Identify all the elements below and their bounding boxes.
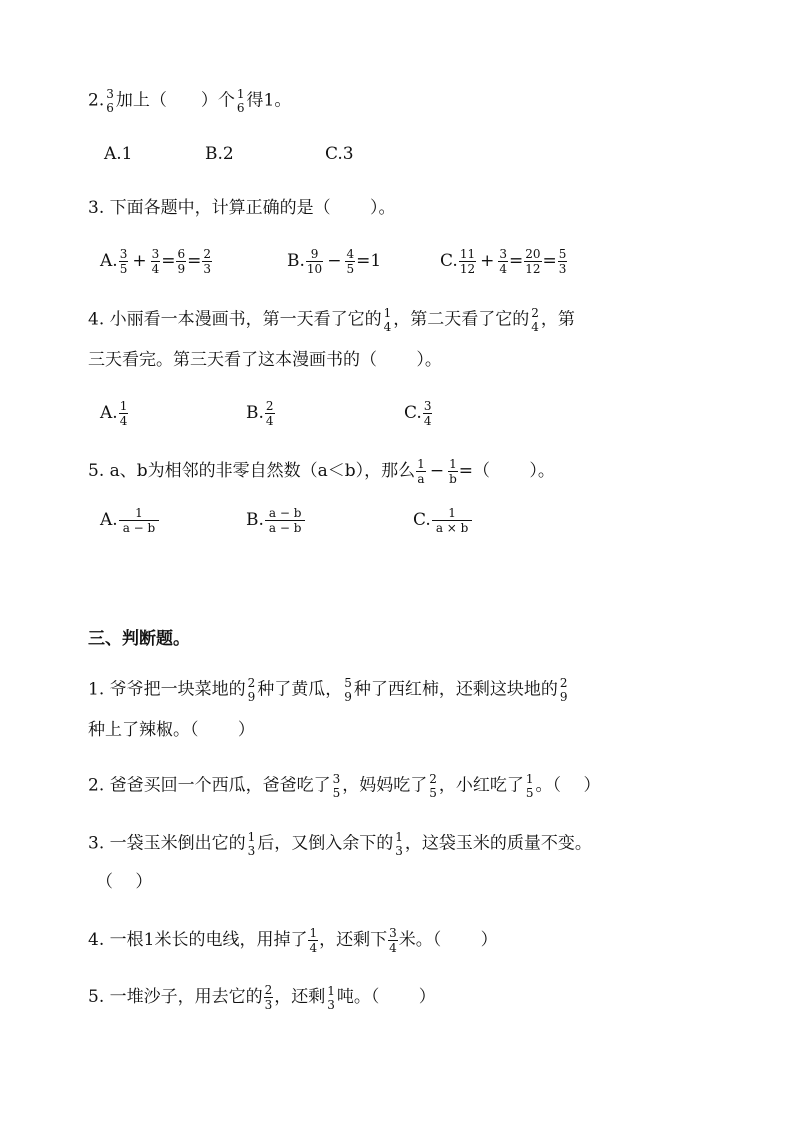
judgement-1: 1. 爷爷把一块菜地的 2 9 种了黄瓜， 5 9 种了西红柿，还剩这块地的 2 9 xyxy=(88,676,568,704)
option-c[interactable]: C.3 xyxy=(325,144,354,164)
option-a[interactable]: A. $\frac{3}{5}$ + $\frac{3}{4}$ = $\frac{6}{9}$ = $\frac{2}{3}$ xyxy=(100,247,211,276)
question-4-line-2: 三天看完。第三天看了这本漫画书的（ ）。 xyxy=(88,350,442,370)
option-b[interactable]: B. $\frac{9}{10}$ − $\frac{4}{5}$ =1 xyxy=(287,247,382,276)
question-5: 5. a、b为相邻的非零自然数（a＜b），那么 $\frac{1}{a}$ − $\frac{1}{b}$ =（ ）。 xyxy=(88,457,555,486)
judgement-1-line-2: 种上了辣椒。（ ） xyxy=(88,720,255,740)
option-a[interactable]: A. $\frac{1}{4}$ xyxy=(100,399,128,428)
judgement-3-line-2: （ ） xyxy=(96,872,153,892)
option-a[interactable]: A. $\frac{1}{a - b}$ xyxy=(100,507,160,534)
judgement-4: 4. 一根1米长的电线，用掉了 $\frac{1}{4}$ ，还剩下 $\frac{3}{4}$ 米。（ ） xyxy=(88,926,498,955)
question-number: 2. xyxy=(88,90,105,111)
question-2: 2. 3 6 加上（ ）个 1 6 得1。 xyxy=(88,87,292,115)
section-title: 三、判断题。 xyxy=(88,629,190,649)
option-a[interactable]: A.1 xyxy=(104,144,133,164)
option-c[interactable]: C. $\frac{11}{12}$ + $\frac{3}{4}$ = $\frac{20}{12}$ = $\frac{5}{3}$ xyxy=(440,247,567,276)
question-4: 4. 小丽看一本漫画书，第一天看了它的 1 4 ，第二天看了它的 2 4 ，第 xyxy=(88,306,575,334)
fraction: 3 6 xyxy=(106,87,114,115)
option-b[interactable]: B. $\frac{a - b}{a - b}$ xyxy=(246,507,306,534)
option-c[interactable]: C. $\frac{3}{4}$ xyxy=(404,399,432,428)
option-c[interactable]: C. $\frac{1}{a \times b}$ xyxy=(413,507,473,534)
judgement-5: 5. 一堆沙子，用去它的 $\frac{2}{3}$ ，还剩 1 3 吨。（ ） xyxy=(88,983,436,1012)
fraction: 1 6 xyxy=(236,87,245,115)
judgement-2: 2. 爸爸买回一个西瓜，爸爸吃了 3 5 ，妈妈吃了 2 5 ，小红吃了 1 5 。（ ） xyxy=(88,772,601,800)
question-3: 3. 下面各题中，计算正确的是（ ）。 xyxy=(88,198,396,218)
judgement-3: 3. 一袋玉米倒出它的 1 3 后，又倒入余下的 1 3 ，这袋玉米的质量不变。 xyxy=(88,830,592,858)
option-b[interactable]: B. $\frac{2}{4}$ xyxy=(246,399,274,428)
option-b[interactable]: B.2 xyxy=(205,144,234,164)
